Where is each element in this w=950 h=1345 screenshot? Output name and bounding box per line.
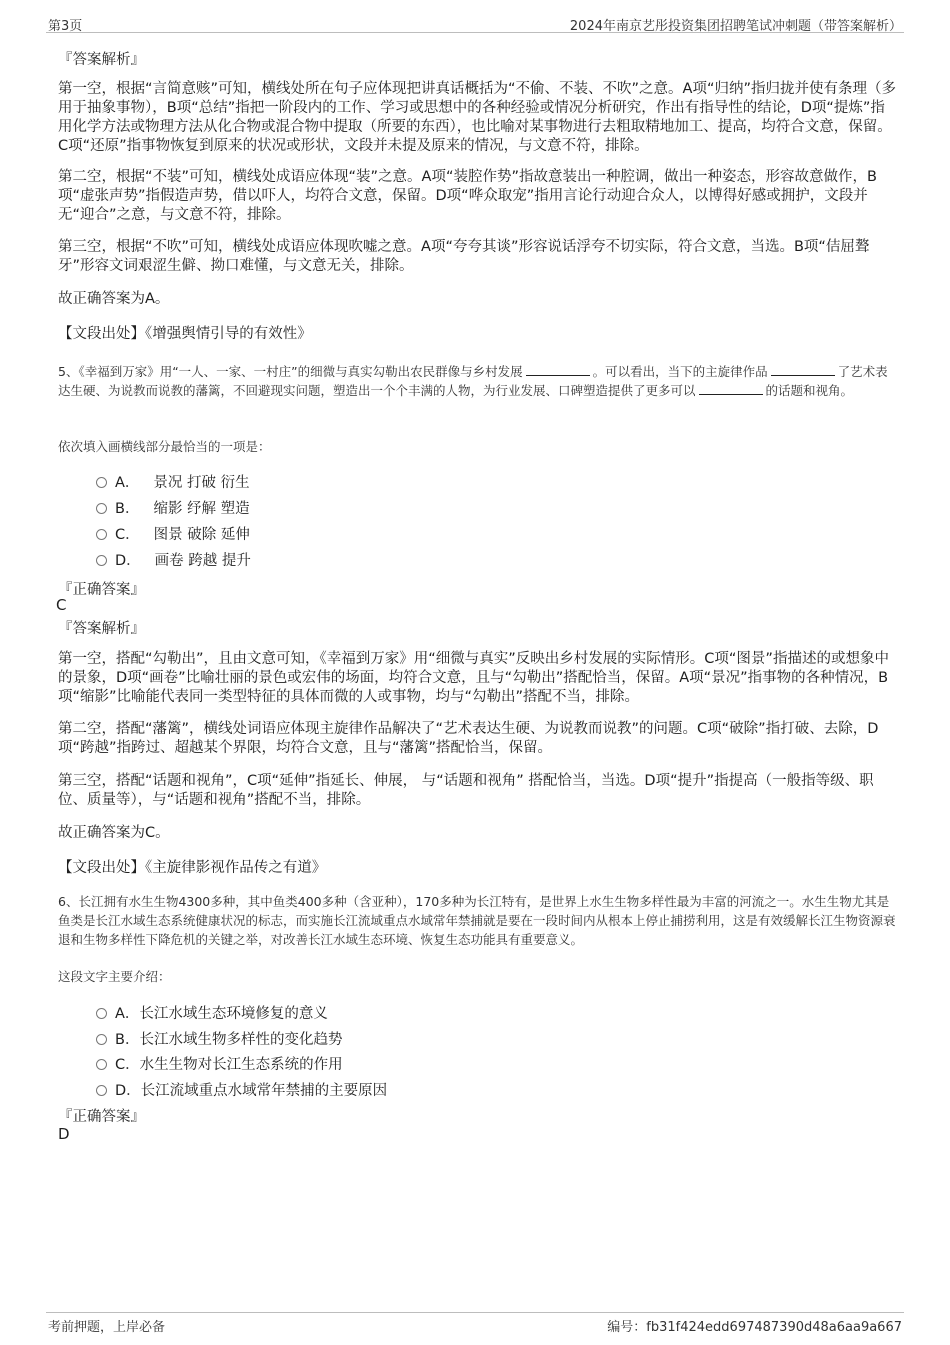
option-c[interactable]: C． 图景 破除 延伸 <box>96 523 250 543</box>
option-c[interactable]: C．水生生物对长江生态系统的作用 <box>96 1053 343 1073</box>
footer-slogan: 考前押题，上岸必备 <box>48 1320 166 1335</box>
question-6-prompt: 这段文字主要介绍： <box>58 969 171 984</box>
document-title: 2024年南京艺彤投资集团招聘笔试冲刺题（带答案解析） <box>569 19 902 34</box>
question-6-stem: 6、长江拥有水生生物4300多种，其中鱼类400多种（含亚种），170多种为长江特有，是世界上水生生物多样性最为丰富的河流之一。水生生物尤其是鱼类是长江水域生态系统健康状况的标志，而实施长江流域重点水域常年禁捕就是要在一段时间内从根本上停止捕捞利用，这是有效缓解长江生物资源衰退和生物多样性下降危机的关键之举，对改善长江水域生态环境、恢复生态功能具有重要意义。 <box>58 894 896 947</box>
option-a[interactable]: A． 景况 打破 衍生 <box>96 471 250 491</box>
source-citation: 【文段出处】《主旋律影视作品传之有道》 <box>58 860 327 876</box>
option-d[interactable]: D． 画卷 跨越 提升 <box>96 549 251 569</box>
source-citation: 【文段出处】《增强舆情引导的有效性》 <box>58 326 312 342</box>
radio-icon[interactable] <box>96 555 107 566</box>
radio-icon[interactable] <box>96 1085 107 1096</box>
correct-answer: C <box>56 596 67 614</box>
radio-icon[interactable] <box>96 529 107 540</box>
fill-blank-3 <box>699 382 763 395</box>
analysis-paragraph: 第二空，搭配“藩篱”，横线处词语应体现主旋律作品解决了“艺术表达生硬、为说教而说教”的问题。C项“破除”指打破、去除，D项“跨越”指跨过、超越某个界限，均符合文意，且与“藩篱”搭配恰当，保留。 <box>58 721 879 756</box>
radio-icon[interactable] <box>96 477 107 488</box>
answer-tag: 『正确答案』 <box>58 582 145 598</box>
page-footer <box>46 1312 904 1333</box>
page-number: 第3页 <box>48 19 83 34</box>
radio-icon[interactable] <box>96 1008 107 1019</box>
option-a[interactable]: A．长江水域生态环境修复的意义 <box>96 1002 328 1022</box>
radio-icon[interactable] <box>96 1059 107 1070</box>
page-header <box>46 12 904 33</box>
fill-blank-2 <box>771 363 835 376</box>
question-5-prompt: 依次填入画横线部分最恰当的一项是： <box>58 439 271 454</box>
analysis-paragraph: 第二空，根据“不装”可知，横线处成语应体现“装”之意。A项“装腔作势”指故意装出一种腔调，做出一种姿态，形容故意做作，B项“虚张声势”指假造声势，借以吓人，均符合文意，保留。D项“哗众取宠”指用言论行动迎合众人，以博得好感或拥护，文段并无“迎合”之意，与文意不符，排除。 <box>58 169 877 223</box>
radio-icon[interactable] <box>96 1034 107 1045</box>
analysis-paragraph: 第一空，搭配“勾勒出”，且由文意可知，《幸福到万家》用“细微与真实”反映出乡村发展的实际情形。C项“图景”指描述的或想象中的景象，D项“画卷”比喻壮丽的景色或宏伟的场面，均符合文意，且与“勾勒出”搭配恰当，保留。A项“景况”指事物的各种情况，B项“缩影”比喻能代表同一类型特征的具体而微的人或事物，均与“勾勒出”搭配不当，排除。 <box>58 651 889 705</box>
analysis-tag: 『答案解析』 <box>58 621 145 637</box>
analysis-tag: 『答案解析』 <box>58 52 145 68</box>
analysis-paragraph: 第三空，根据“不吹”可知，横线处成语应体现吹嘘之意。A项“夸夸其谈”形容说话浮夸不切实际，符合文意，当选。B项“佶屈聱牙”形容文词艰涩生僻、拗口难懂，与文意无关，排除。 <box>58 239 870 274</box>
option-b[interactable]: B．长江水域生物多样性的变化趋势 <box>96 1028 342 1048</box>
option-b[interactable]: B． 缩影 纾解 塑造 <box>96 497 250 517</box>
radio-icon[interactable] <box>96 503 107 514</box>
analysis-conclusion: 故正确答案为C。 <box>58 825 170 841</box>
analysis-conclusion: 故正确答案为A。 <box>58 291 170 307</box>
document-id: 编号：fb31f424edd697487390d48a6aa9a667 <box>607 1320 902 1335</box>
analysis-paragraph: 第一空，根据“言简意赅”可知，横线处所在句子应体现把讲真话概括为“不偷、不装、不吹”之意。A项“归纳”指归拢并使有条理（多用于抽象事物），B项“总结”指把一阶段内的工作、学习或思想中的各种经验或情况分析研究，作出有指导性的结论，D项“提炼”指用化学方法或物理方法从化合物或混合物中提取（所要的东西），也比喻对某事物进行去粗取精地加工、提高，均符合文意，保留。C项“还原”指事物恢复到原来的状况或形状，文段并未提及原来的情况，与文意不符，排除。 <box>58 81 896 154</box>
option-d[interactable]: D．长江流域重点水域常年禁捕的主要原因 <box>96 1079 387 1099</box>
correct-answer: D <box>58 1125 70 1143</box>
fill-blank-1 <box>526 363 590 376</box>
question-5-stem: 5、《幸福到万家》用“一人、一家、一村庄”的细微与真实勾勒出农民群像与乡村发展 。可以看出，当下的主旋律作品 了艺术表达生硬、为说教而说教的藩篱，不回避现实问题，塑造出一个个丰满的人物，为行业发展、口碑塑造提供了更多可以 的话题和视角。 <box>58 364 888 398</box>
answer-tag: 『正确答案』 <box>58 1109 145 1125</box>
analysis-paragraph: 第三空，搭配“话题和视角”，C项“延伸”指延长、伸展， 与“话题和视角” 搭配恰当，当选。D项“提升”指提高（一般指等级、职位、质量等），与“话题和视角”搭配不当，排除。 <box>58 773 874 808</box>
